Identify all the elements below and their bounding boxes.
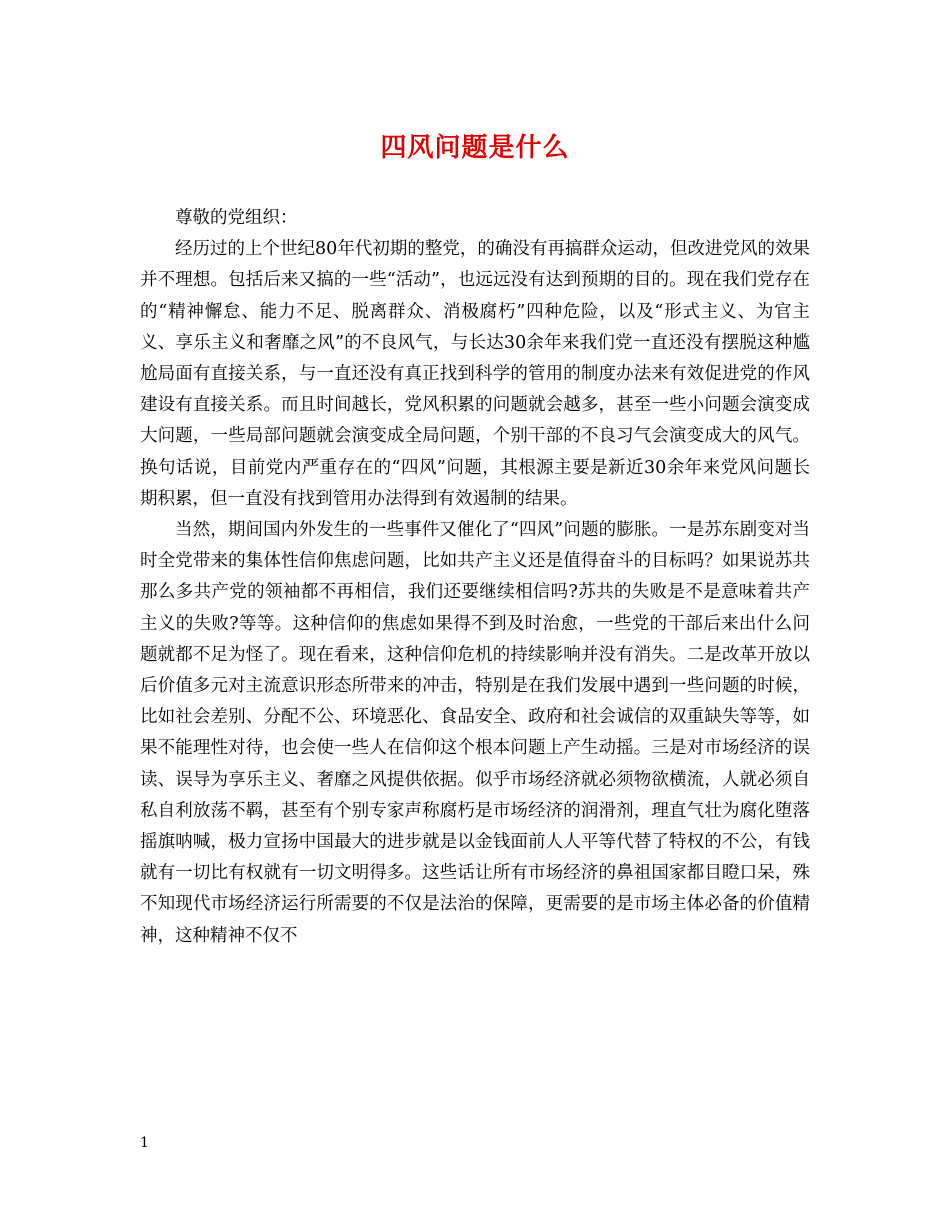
paragraph-1: 经历过的上个世纪80年代初期的整党，的确没有再搞群众运动，但改进党风的效果并不理想。包括后来又搞的一些“活动”，也远远没有达到预期的目的。现在我们党存在的“精神懈怠、能力不足、脱离群众、消极腐朽”四种危险，以及“形式主义、为官主义、享乐主义和奢靡之风”的不良风气，与长达30余年来我们党一直还没有摆脱这种尴尬局面有直接关系，与一直还没有真正找到科学的管用的制度办法来有效促进党的作风建设有直接关系。而且时间越长，党风积累的问题就会越多，甚至一些小问题会演变成大问题，一些局部问题就会演变成全局问题，个别干部的不良习气会演变成大的风气。换句话说，目前党内严重存在的“四风”问题，其根源主要是新近30余年来党风问题长期积累，但一直没有找到管用办法得到有效遏制的结果。 [140,239,810,509]
document-title: 四风问题是什么 [380,133,570,163]
page-number: 1 [140,1135,149,1151]
paragraph-2: 当然，期间国内外发生的一些事件又催化了“四风”问题的膨胀。一是苏东剧变对当时全党带来的集体性信仰焦虑问题，比如共产主义还是值得奋斗的目标吗？如果说苏共那么多共产党的领袖都不再相信，我们还要继续相信吗?苏共的失败是不是意味着共产主义的失败?等等。这种信仰的焦虑如果得不到及时治愈，一些党的干部后来出什么问题就都不足为怪了。现在看来，这种信仰危机的持续影响并没有消失。二是改革开放以后价值多元对主流意识形态所带来的冲击，特别是在我们发展中遇到一些问题的时候，比如社会差别、分配不公、环境恶化、食品安全、政府和社会诚信的双重缺失等等，如果不能理性对待，也会使一些人在信仰这个根本问题上产生动摇。三是对市场经济的误读、误导为享乐主义、奢靡之风提供依据。似乎市场经济就必须物欲横流，人就必须自私自利放荡不羁，甚至有个别专家声称腐朽是市场经济的润滑剂，理直气壮为腐化堕落摇旗呐喊，极力宣扬中国最大的进步就是以金钱面前人人平等代替了特权的不公，有钱就有一切比有权就有一切文明得多。这些话让所有市场经济的鼻祖国家都目瞪口呆，殊不知现代市场经济运行所需要的不仅是法治的保障，更需要的是市场主体必备的价值精神，这种精神不仅不 [140,520,810,946]
salutation: 尊敬的党组织： [175,208,298,228]
document-body [140,203,810,952]
